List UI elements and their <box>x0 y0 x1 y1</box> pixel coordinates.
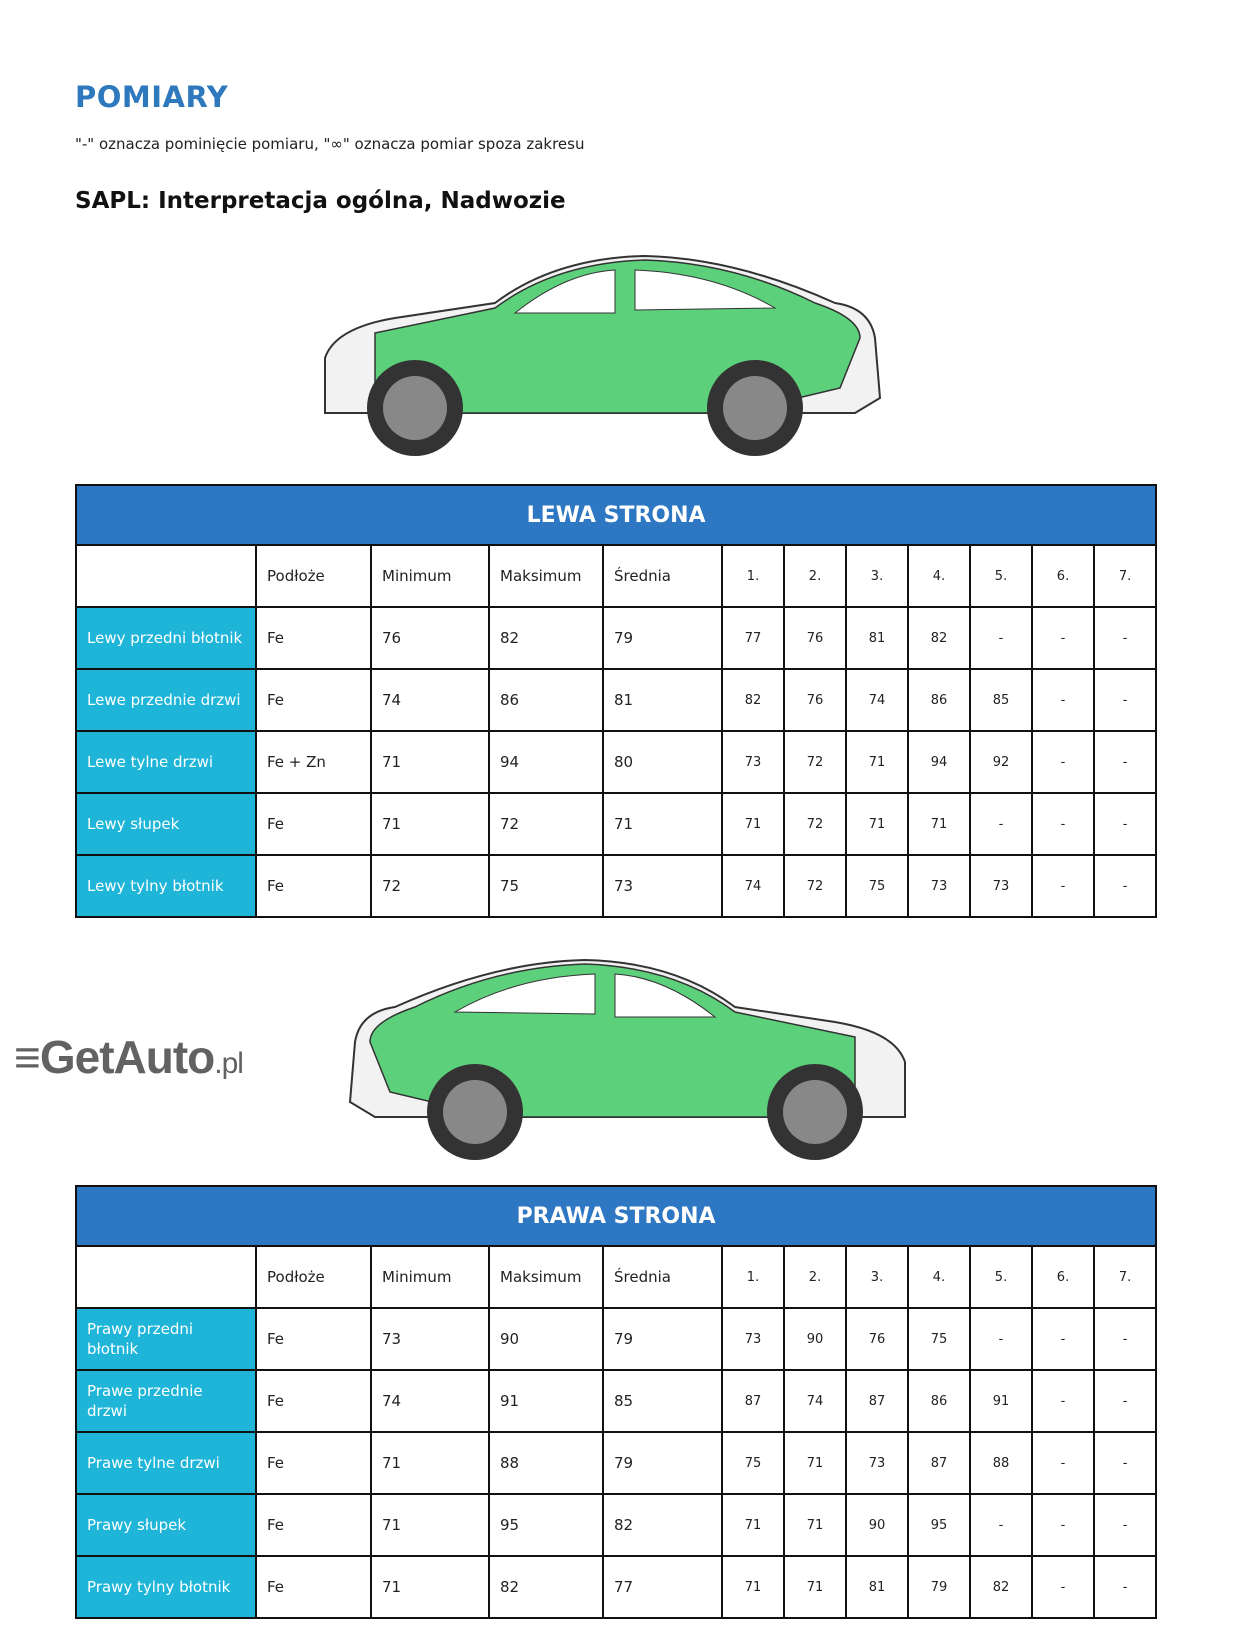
cell: 79 <box>603 1308 722 1370</box>
cell: 71 <box>371 1494 489 1556</box>
cell: 74 <box>371 669 489 731</box>
table-row <box>76 1556 1156 1618</box>
cell: 71 <box>371 793 489 855</box>
cell: 80 <box>603 731 722 793</box>
column-header-row <box>76 1246 1156 1308</box>
cell: 79 <box>603 607 722 669</box>
cell: 94 <box>908 731 970 793</box>
cell: - <box>1094 855 1156 917</box>
cell: 75 <box>846 855 908 917</box>
cell: 71 <box>784 1556 846 1618</box>
cell: Fe <box>256 1432 371 1494</box>
column-header-row <box>76 545 1156 607</box>
cell: 71 <box>784 1494 846 1556</box>
cell: - <box>1094 793 1156 855</box>
cell: 82 <box>908 607 970 669</box>
cell: Fe <box>256 1308 371 1370</box>
cell: Fe <box>256 669 371 731</box>
cell: - <box>1032 855 1094 917</box>
cell: Fe <box>256 607 371 669</box>
cell: Fe <box>256 1370 371 1432</box>
cell: 74 <box>784 1370 846 1432</box>
cell: - <box>1032 731 1094 793</box>
cell: - <box>1094 669 1156 731</box>
cell: 87 <box>846 1370 908 1432</box>
column-header: 3. <box>846 1246 908 1308</box>
column-header: Maksimum <box>489 1246 603 1308</box>
cell: 90 <box>784 1308 846 1370</box>
car-left-side-diagram <box>315 248 915 468</box>
watermark-brand: GetAuto <box>39 1031 215 1083</box>
cell: 82 <box>489 607 603 669</box>
cell: - <box>1094 731 1156 793</box>
cell: 71 <box>846 731 908 793</box>
cell: 87 <box>908 1432 970 1494</box>
cell: - <box>970 1494 1032 1556</box>
cell: 71 <box>908 793 970 855</box>
cell: - <box>1094 1556 1156 1618</box>
cell: Fe <box>256 793 371 855</box>
cell: 76 <box>371 607 489 669</box>
row-label: Prawe przednie drzwi <box>76 1370 256 1432</box>
cell: 91 <box>970 1370 1032 1432</box>
table-title: LEWA STRONA <box>76 485 1156 545</box>
cell: - <box>1094 1308 1156 1370</box>
row-label: Lewy słupek <box>76 793 256 855</box>
cell: 81 <box>603 669 722 731</box>
cell: - <box>1094 1494 1156 1556</box>
cell: 76 <box>784 669 846 731</box>
cell: 91 <box>489 1370 603 1432</box>
watermark-tld: .pl <box>214 1047 243 1080</box>
cell: 85 <box>970 669 1032 731</box>
table-row <box>76 1494 1156 1556</box>
cell: 79 <box>908 1556 970 1618</box>
cell: - <box>1032 793 1094 855</box>
table-row <box>76 1432 1156 1494</box>
cell: 71 <box>722 793 784 855</box>
column-header: Maksimum <box>489 545 603 607</box>
cell: 82 <box>722 669 784 731</box>
column-header: Średnia <box>603 545 722 607</box>
row-label: Lewy tylny błotnik <box>76 855 256 917</box>
cell: 74 <box>371 1370 489 1432</box>
table-row <box>76 855 1156 917</box>
cell: 82 <box>970 1556 1032 1618</box>
row-label: Prawy tylny błotnik <box>76 1556 256 1618</box>
cell: 76 <box>784 607 846 669</box>
cell: 75 <box>908 1308 970 1370</box>
cell: 71 <box>371 1432 489 1494</box>
cell: - <box>970 793 1032 855</box>
cell: Fe <box>256 1494 371 1556</box>
cell: 75 <box>722 1432 784 1494</box>
column-header: 4. <box>908 545 970 607</box>
cell: 75 <box>489 855 603 917</box>
cell: 82 <box>489 1556 603 1618</box>
cell: - <box>970 607 1032 669</box>
cell: Fe + Zn <box>256 731 371 793</box>
column-header: 5. <box>970 545 1032 607</box>
column-header: Minimum <box>371 1246 489 1308</box>
cell: - <box>1032 1494 1094 1556</box>
cell: 92 <box>970 731 1032 793</box>
cell: 81 <box>846 1556 908 1618</box>
cell: - <box>1094 1370 1156 1432</box>
cell: 95 <box>489 1494 603 1556</box>
column-header: 6. <box>1032 545 1094 607</box>
car-right-side-diagram <box>315 952 915 1172</box>
column-header: 2. <box>784 545 846 607</box>
column-header: Podłoże <box>256 1246 371 1308</box>
cell: 71 <box>722 1556 784 1618</box>
cell: 95 <box>908 1494 970 1556</box>
cell: 76 <box>846 1308 908 1370</box>
table-title: PRAWA STRONA <box>76 1186 1156 1246</box>
cell: 71 <box>722 1494 784 1556</box>
row-label: Lewe tylne drzwi <box>76 731 256 793</box>
column-header: 1. <box>722 545 784 607</box>
table-row <box>76 793 1156 855</box>
cell: 77 <box>603 1556 722 1618</box>
cell: 73 <box>970 855 1032 917</box>
cell: - <box>1032 1308 1094 1370</box>
cell: 77 <box>722 607 784 669</box>
column-header: 5. <box>970 1246 1032 1308</box>
legend-note: "-" oznacza pominięcie pomiaru, "∞" oznacza pomiar spoza zakresu <box>75 135 585 153</box>
cell: 73 <box>908 855 970 917</box>
cell: 74 <box>846 669 908 731</box>
cell: 82 <box>603 1494 722 1556</box>
row-label: Lewy przedni błotnik <box>76 607 256 669</box>
cell: 71 <box>846 793 908 855</box>
column-header: Podłoże <box>256 545 371 607</box>
table-row <box>76 1370 1156 1432</box>
cell: 86 <box>489 669 603 731</box>
cell: - <box>1094 1432 1156 1494</box>
cell: 71 <box>784 1432 846 1494</box>
row-label: Lewe przednie drzwi <box>76 669 256 731</box>
cell: - <box>1032 607 1094 669</box>
right-side-table <box>75 1185 1157 1619</box>
cell: 94 <box>489 731 603 793</box>
column-header: 4. <box>908 1246 970 1308</box>
cell: - <box>1032 1432 1094 1494</box>
column-header: 6. <box>1032 1246 1094 1308</box>
column-header: 3. <box>846 545 908 607</box>
column-header: 1. <box>722 1246 784 1308</box>
cell: Fe <box>256 1556 371 1618</box>
cell: 73 <box>603 855 722 917</box>
cell: 81 <box>846 607 908 669</box>
column-header <box>76 545 256 607</box>
table-row <box>76 607 1156 669</box>
cell: 73 <box>371 1308 489 1370</box>
getauto-watermark-logo: ≡GetAuto.pl <box>14 1031 243 1083</box>
table-row <box>76 669 1156 731</box>
cell: 73 <box>846 1432 908 1494</box>
cell: Fe <box>256 855 371 917</box>
cell: - <box>1032 669 1094 731</box>
cell: 86 <box>908 669 970 731</box>
table-row <box>76 1308 1156 1370</box>
row-label: Prawy słupek <box>76 1494 256 1556</box>
column-header: 2. <box>784 1246 846 1308</box>
cell: 85 <box>603 1370 722 1432</box>
column-header: Średnia <box>603 1246 722 1308</box>
cell: - <box>970 1308 1032 1370</box>
cell: 87 <box>722 1370 784 1432</box>
cell: 71 <box>603 793 722 855</box>
cell: 72 <box>784 793 846 855</box>
column-header <box>76 1246 256 1308</box>
page-title: POMIARY <box>75 80 229 114</box>
cell: 88 <box>489 1432 603 1494</box>
cell: 90 <box>846 1494 908 1556</box>
cell: 72 <box>784 731 846 793</box>
cell: - <box>1032 1556 1094 1618</box>
cell: 73 <box>722 1308 784 1370</box>
cell: 90 <box>489 1308 603 1370</box>
cell: 72 <box>784 855 846 917</box>
table-row <box>76 731 1156 793</box>
cell: - <box>1094 607 1156 669</box>
row-label: Prawe tylne drzwi <box>76 1432 256 1494</box>
column-header: 7. <box>1094 545 1156 607</box>
cell: 72 <box>371 855 489 917</box>
cell: 73 <box>722 731 784 793</box>
cell: 86 <box>908 1370 970 1432</box>
cell: 88 <box>970 1432 1032 1494</box>
column-header: Minimum <box>371 545 489 607</box>
row-label: Prawy przedni błotnik <box>76 1308 256 1370</box>
left-side-table <box>75 484 1157 918</box>
cell: 71 <box>371 1556 489 1618</box>
cell: - <box>1032 1370 1094 1432</box>
cell: 79 <box>603 1432 722 1494</box>
cell: 72 <box>489 793 603 855</box>
column-header: 7. <box>1094 1246 1156 1308</box>
cell: 74 <box>722 855 784 917</box>
cell: 71 <box>371 731 489 793</box>
section-heading: SAPL: Interpretacja ogólna, Nadwozie <box>75 188 566 214</box>
